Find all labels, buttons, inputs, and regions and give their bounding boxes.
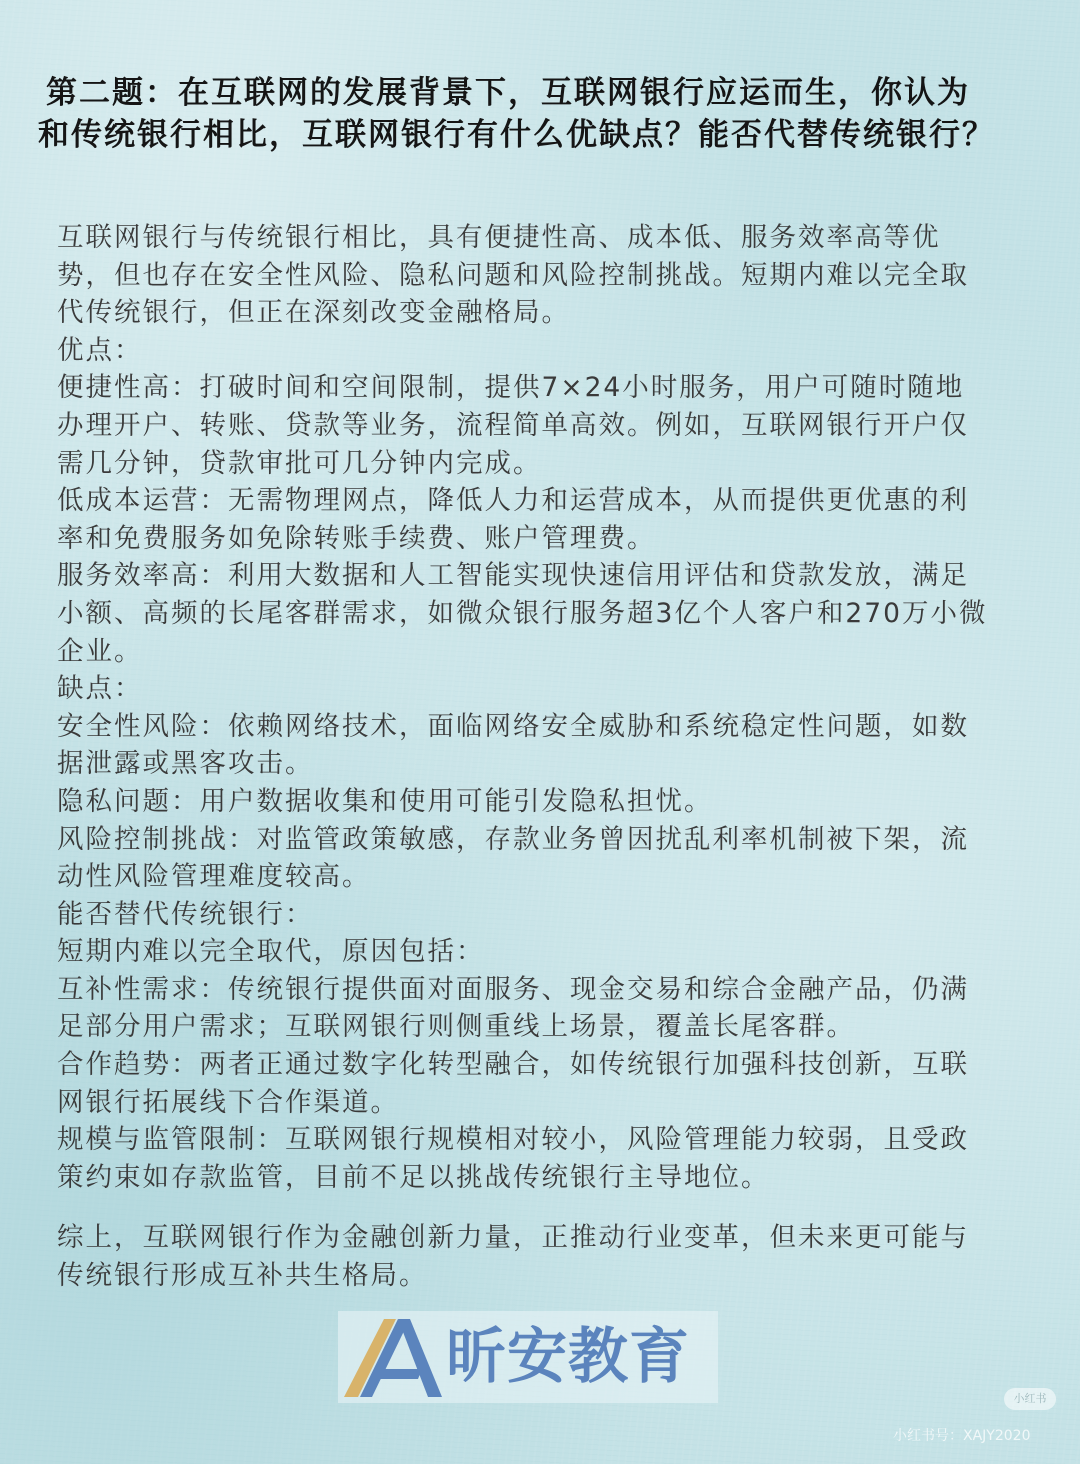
section-heading-cons: 缺点： [57, 673, 143, 705]
answer-line: 动性风险管理难度较高。 [57, 861, 371, 893]
stylized-a-logo-icon [338, 1311, 448, 1403]
answer-line: 率和免费服务如免除转账手续费、账户管理费。 [57, 522, 656, 554]
answer-line: 服务效率高：利用大数据和人工智能实现快速信用评估和贷款发放，满足 [57, 560, 969, 592]
conclusion-line: 综上，互联网银行作为金融创新力量，正推动行业变革，但未来更可能与 [57, 1222, 969, 1254]
answer-line: 代传统银行，但正在深刻改变金融格局。 [57, 297, 570, 329]
conclusion-line: 传统银行形成互补共生格局。 [57, 1260, 428, 1292]
answer-line: 合作趋势：两者正通过数字化转型融合，如传统银行加强科技创新，互联 [57, 1049, 969, 1081]
answer-line: 小额、高频的长尾客群需求，如微众银行服务超3亿个人客户和270万小微 [57, 597, 988, 629]
answer-body [57, 219, 1057, 1295]
answer-line: 短期内难以完全取代，原因包括： [57, 936, 485, 968]
answer-line: 规模与监管限制：互联网银行规模相对较小，风险管理能力较弱，且受政 [57, 1124, 969, 1156]
answer-line: 互联网银行与传统银行相比，具有便捷性高、成本低、服务效率高等优 [57, 222, 941, 253]
question-line: 第二题：在互联网的发展背景下，互联网银行应运而生，你认为 [46, 75, 970, 111]
xiaohongshu-badge: 小红书 [1004, 1388, 1056, 1410]
answer-line: 办理开户、转账、贷款等业务，流程简单高效。例如，互联网银行开户仅 [57, 409, 969, 441]
brand-logo [338, 1311, 718, 1403]
answer-line: 足部分用户需求；互联网银行则侧重线上场景，覆盖长尾客群。 [57, 1011, 855, 1043]
question-heading [38, 72, 1048, 156]
answer-line: 风险控制挑战：对监管政策敏感，存款业务曾因扰乱利率机制被下架，流 [57, 823, 969, 855]
answer-line: 据泄露或黑客攻击。 [57, 748, 314, 780]
answer-line: 隐私问题：用户数据收集和使用可能引发隐私担忧。 [57, 785, 713, 817]
answer-line: 网银行拓展线下合作渠道。 [57, 1086, 399, 1118]
answer-line: 便捷性高：打破时间和空间限制，提供7×24小时服务，用户可随时随地 [57, 372, 965, 404]
section-heading-pros: 优点： [57, 334, 143, 366]
brand-name: 昕安教育 [446, 1322, 690, 1392]
account-watermark: 小红书号：XAJY2020 [893, 1428, 1031, 1444]
answer-line: 策约束如存款监管，目前不足以挑战传统银行主导地位。 [57, 1161, 770, 1193]
answer-line: 低成本运营：无需物理网点，降低人力和运营成本，从而提供更优惠的利 [57, 485, 969, 517]
paragraph-gap [57, 1196, 1057, 1219]
answer-line: 需几分钟，贷款审批可几分钟内完成。 [57, 447, 542, 479]
answer-line: 安全性风险：依赖网络技术，面临网络安全威胁和系统稳定性问题，如数 [57, 710, 969, 742]
answer-line: 企业。 [57, 635, 143, 667]
question-line: 和传统银行相比，互联网银行有什么优缺点？能否代替传统银行？ [38, 117, 995, 153]
section-heading-replace: 能否替代传统银行： [57, 898, 314, 930]
answer-line: 互补性需求：传统银行提供面对面服务、现金交易和综合金融产品，仍满 [57, 973, 969, 1005]
answer-line: 势，但也存在安全性风险、隐私问题和风险控制挑战。短期内难以完全取 [57, 259, 969, 291]
